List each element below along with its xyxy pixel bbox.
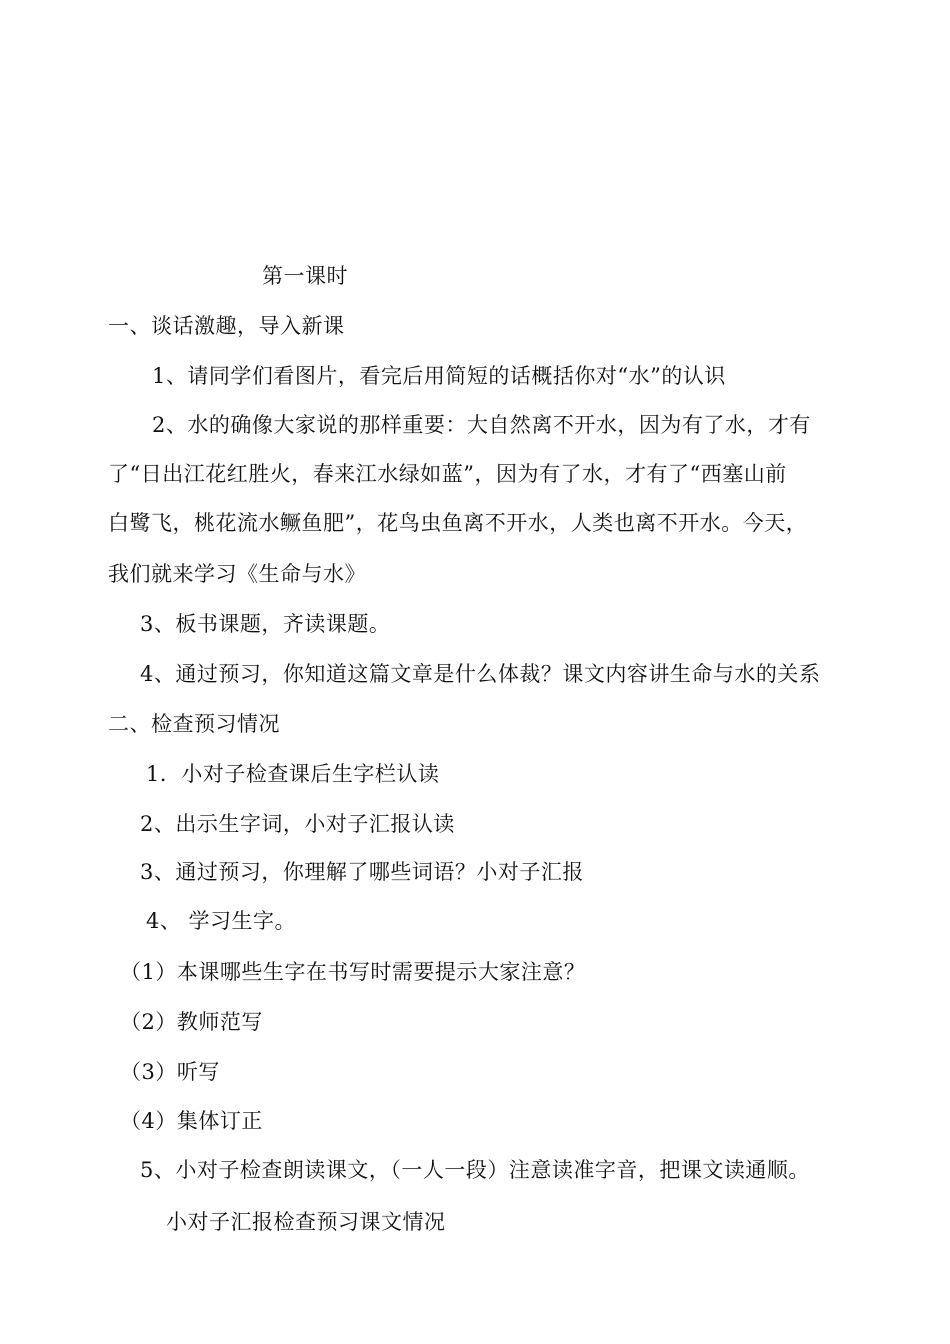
section1-item-2-line-2: 了“日出江花红胜火，春来江水绿如蓝”，因为有了水，才有了“西塞山前 xyxy=(108,462,787,486)
lesson-title: 第一课时 xyxy=(262,264,348,288)
section2-sub-2: （2）教师范写 xyxy=(120,1010,263,1034)
section2-sub-1: （1）本课哪些生字在书写时需要提示大家注意？ xyxy=(120,960,586,984)
section1-item-2-line-4: 我们就来学习《生命与水》 xyxy=(108,562,366,586)
section2-sub-4: （4）集体订正 xyxy=(120,1109,263,1133)
section2-item-5-note: 小对子汇报检查预习课文情况 xyxy=(166,1210,446,1234)
section2-item-4: 4、 学习生字。 xyxy=(146,909,297,933)
section-heading-1: 一、谈话激趣，导入新课 xyxy=(108,314,345,338)
section1-item-4: 4、通过预习，你知道这篇文章是什么体裁？课文内容讲生命与水的关系 xyxy=(140,662,821,686)
section2-sub-3: （3）听写 xyxy=(120,1060,220,1084)
section1-item-2-line-3: 白鹭飞，桃花流水鳜鱼肥”，花鸟虫鱼离不开水，人类也离不开水。今天， xyxy=(108,511,808,535)
section1-item-1: 1、请同学们看图片，看完后用简短的话概括你对“水”的认识 xyxy=(152,364,726,388)
section2-item-5: 5、小对子检查朗读课文，（一人一段）注意读准字音，把课文读通顺。 xyxy=(140,1158,810,1182)
section2-item-3: 3、通过预习，你理解了哪些词语？小对子汇报 xyxy=(140,860,584,884)
section1-item-3: 3、板书课题，齐读课题。 xyxy=(140,612,391,636)
section2-item-2: 2、出示生字词，小对子汇报认读 xyxy=(140,812,455,836)
section2-item-1: 1．小对子检查课后生字栏认读 xyxy=(146,762,440,786)
section-heading-2: 二、检查预习情况 xyxy=(108,712,280,736)
section1-item-2-line-1: 2、水的确像大家说的那样重要：大自然离不开水，因为有了水，才有 xyxy=(152,413,811,437)
